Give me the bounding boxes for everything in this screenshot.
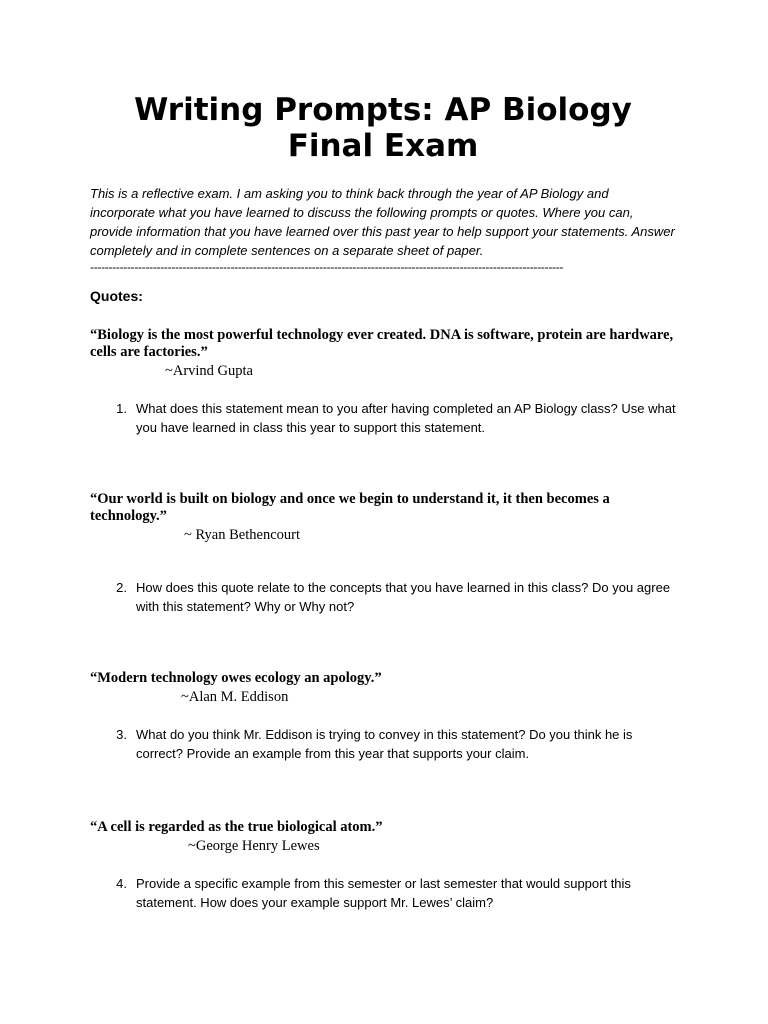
page-title: Writing Prompts: AP Biology Final Exam [134,92,632,164]
prompt-number: 2. [116,580,127,595]
quote-block-3 [90,670,676,763]
prompt-item [90,874,676,912]
quote-author: ~Arvind Gupta [165,363,253,379]
document-page [90,92,676,912]
prompt-number: 4. [116,876,127,891]
dashed-divider: -------------------------------------------------------------------------------------------------------------------------------- [90,260,564,274]
quote-text: “Modern technology owes ecology an apology.” [90,670,382,686]
prompt-number: 3. [116,727,127,742]
quote-author: ~George Henry Lewes [188,838,320,854]
quote-text: “A cell is regarded as the true biological atom.” [90,819,383,835]
prompt-number: 1. [116,401,127,416]
prompt-text: How does this quote relate to the concepts that you have learned in this class? Do you agree with this statement? Why or Why not? [136,580,671,614]
quote-text: “Biology is the most powerful technology ever created. DNA is software, protein are hardware, cells are factories.” [90,327,674,360]
prompt-item [90,578,676,616]
quote-block-1 [90,327,676,437]
quotes-heading: Quotes: [90,288,143,304]
quote-author: ~ Ryan Bethencourt [184,527,300,543]
intro-paragraph: This is a reflective exam. I am asking you to think back through the year of AP Biology and incorporate what you have learned to discuss the following prompts or quotes. Where you can, provide information that you have learned over this past year to help support your statements. Answer completely and in complete sentences on a separate sheet of paper. [90,186,675,258]
quote-block-2 [90,491,676,616]
quote-author: ~Alan M. Eddison [181,689,289,705]
prompt-item [90,725,676,763]
quote-text: “Our world is built on biology and once we begin to understand it, it then becomes a technology.” [90,491,610,524]
prompt-item [90,399,676,437]
prompt-text: What does this statement mean to you after having completed an AP Biology class? Use what you have learned in class this year to support this statement. [136,401,676,435]
quote-block-4 [90,819,676,912]
prompt-text: What do you think Mr. Eddison is trying to convey in this statement? Do you think he is correct? Provide an example from this year that supports your claim. [136,727,633,761]
prompt-text: Provide a specific example from this semester or last semester that would support this statement. How does your example support Mr. Lewes’ claim? [136,876,631,910]
